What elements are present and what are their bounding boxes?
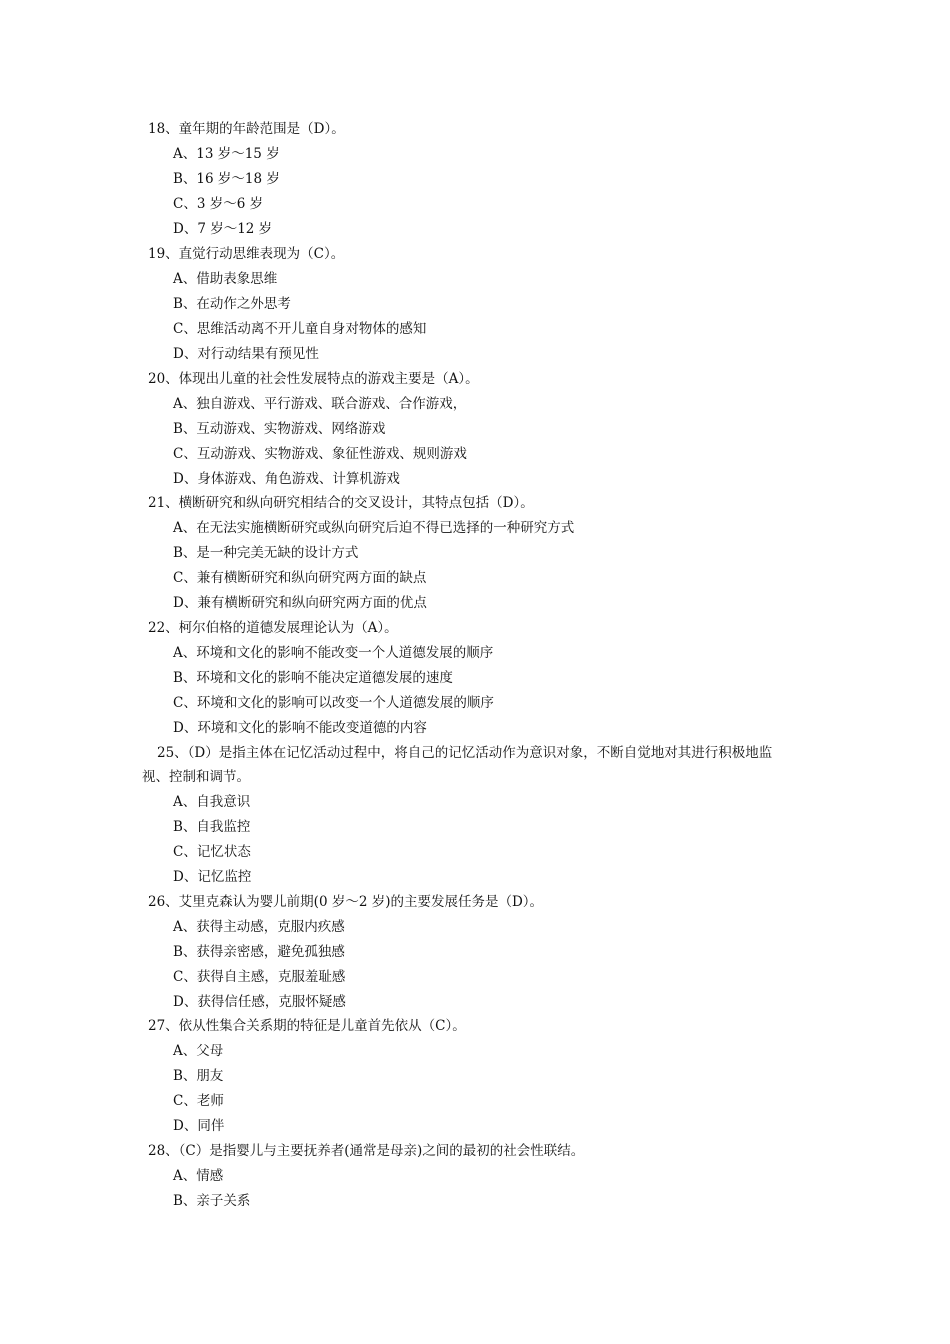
option-d: D、兼有横断研究和纵向研究两方面的优点 (173, 595, 427, 611)
option-b: B、自我监控 (173, 819, 251, 835)
option-b: B、是一种完美无缺的设计方式 (173, 545, 359, 561)
option-c: C、兼有横断研究和纵向研究两方面的缺点 (173, 570, 427, 586)
question-stem: 25、（D）是指主体在记忆活动过程中，将自己的记忆活动作为意识对象，不断自觉地对其进行积极地监 (157, 745, 773, 761)
option-a: A、获得主动感，克服内疚感 (173, 919, 345, 935)
option-a: A、父母 (173, 1043, 224, 1059)
option-c: C、记忆状态 (173, 844, 251, 860)
option-a: A、情感 (173, 1168, 224, 1184)
question-stem: 19、直觉行动思维表现为（C）。 (148, 246, 345, 262)
question-stem: 18、童年期的年龄范围是（D）。 (148, 121, 345, 137)
question-stem: 26、艾里克森认为婴儿前期(0 岁～2 岁)的主要发展任务是（D）。 (148, 894, 544, 910)
option-c: C、环境和文化的影响可以改变一个人道德发展的顺序 (173, 695, 494, 711)
option-d: D、同伴 (173, 1118, 225, 1134)
option-b: B、获得亲密感，避免孤独感 (173, 944, 345, 960)
option-c: C、互动游戏、实物游戏、象征性游戏、规则游戏 (173, 446, 467, 462)
question-stem: 22、柯尔伯格的道德发展理论认为（A）。 (148, 620, 398, 636)
option-a: A、环境和文化的影响不能改变一个人道德发展的顺序 (173, 645, 494, 661)
option-d: D、获得信任感，克服怀疑感 (173, 994, 346, 1010)
option-d: D、7 岁～12 岁 (173, 221, 273, 237)
option-b: B、环境和文化的影响不能决定道德发展的速度 (173, 670, 453, 686)
option-d: D、对行动结果有预见性 (173, 346, 319, 362)
option-b: B、互动游戏、实物游戏、网络游戏 (173, 421, 386, 437)
option-d: D、身体游戏、角色游戏、计算机游戏 (173, 471, 400, 487)
option-d: D、环境和文化的影响不能改变道德的内容 (173, 720, 427, 736)
option-c: C、获得自主感，克服羞耻感 (173, 969, 346, 985)
option-b: B、16 岁～18 岁 (173, 171, 280, 187)
question-stem-continuation: 视、控制和调节。 (142, 769, 250, 785)
option-a: A、独自游戏、平行游戏、联合游戏、合作游戏， (173, 396, 467, 412)
option-a: A、自我意识 (173, 794, 251, 810)
option-a: A、在无法实施横断研究或纵向研究后迫不得已选择的一种研究方式 (173, 520, 575, 536)
option-d: D、记忆监控 (173, 869, 252, 885)
question-stem: 28、（C）是指婴儿与主要抚养者(通常是母亲)之间的最初的社会性联结。 (148, 1143, 585, 1159)
option-b: B、朋友 (173, 1068, 224, 1084)
option-b: B、亲子关系 (173, 1193, 251, 1209)
question-stem: 21、横断研究和纵向研究相结合的交叉设计，其特点包括（D）。 (148, 495, 534, 511)
option-c: C、思维活动离不开儿童自身对物体的感知 (173, 321, 427, 337)
option-a: A、13 岁～15 岁 (173, 146, 280, 162)
question-stem: 20、体现出儿童的社会性发展特点的游戏主要是（A）。 (148, 371, 479, 387)
question-stem: 27、依从性集合关系期的特征是儿童首先依从（C）。 (148, 1018, 466, 1034)
option-b: B、在动作之外思考 (173, 296, 291, 312)
option-a: A、借助表象思维 (173, 271, 278, 287)
option-c: C、3 岁～6 岁 (173, 196, 264, 212)
option-c: C、老师 (173, 1093, 224, 1109)
